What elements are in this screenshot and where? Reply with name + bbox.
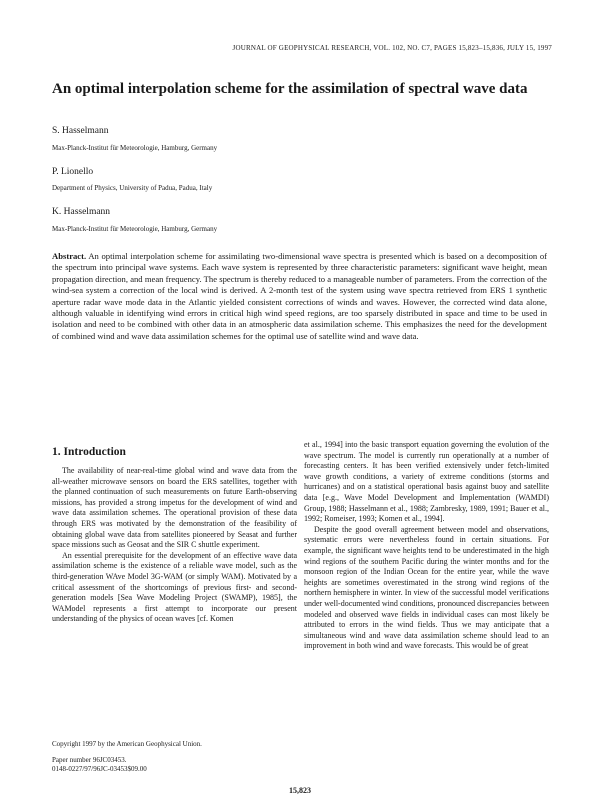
paper-title: An optimal interpolation scheme for the assimilation of spectral wave data xyxy=(52,81,528,97)
author-affiliation: Max-Planck-Institut für Meteorologie, Hamburg, Germany xyxy=(52,144,218,152)
left-column xyxy=(52,445,297,625)
body-paragraph: Despite the good overall agreement between model and observations, systematic errors were nevertheless found in certain situations. For example, the significant wave heights tend to be underestimated in the high wind regions of the southern Pacific during the winter months and for the monsoon region of the Indian Ocean for the entire year, while the wave heights are sometimes overestimated in the strong wind regions of the northern hemisphere in winter. In view of the successful model verifications under well-documented wind conditions, pronounced discrepancies between modeled and observed wave fields in individual cases can most likely be attributed to errors in the wind fields. Thus we may anticipate that a simultaneous wind and wave data assimilation scheme should lead to an improvement in both wind and wave forecasts. This would be of great xyxy=(304,524,549,651)
paper-number: Paper number 96JC03453. xyxy=(52,756,127,764)
abstract-text: An optimal interpolation scheme for assimilating two-dimensional wave spectra is presented which is based on a decomposition of the spectrum into principal wave systems. Each wave system is represented by three characteristic parameters: significant wave height, mean propagation direction, and mean frequency. The spectrum is thereby reduced to a manageable number of parameters. From the correction of the wind-sea system a correction of the local wind is derived. A 2-month test of the system using wave spectra retrieved from ERS 1 synthetic aperture radar wave mode data in the Atlantic yielded consistent corrections of winds and waves. However, the corrected wind data alone, although valuable in identifying wind errors in critical high wind speed regions, are too sparsely distributed in space and time to be used in isolation and need to be combined with other data in an atmospheric data assimilation scheme. This emphasizes the need for the development of combined wind and wave data assimilation schemes for the optimal use of satellite wind and wave data. xyxy=(52,251,547,341)
body-paragraph: An essential prerequisite for the development of an effective wave data assimilation scheme is the existence of a reliable wave model, such as the third-generation WAve Model 3G-WAM (or simply WAM). Motivated by a critical assessment of the shortcomings of previous first- and second-generation models [Sea Wave Modeling Project (SWAMP), 1985], the WAModel represents a first attempt to incorporate our present understanding of the physics of ocean waves [cf. Komen xyxy=(52,550,297,624)
section-heading: 1. Introduction xyxy=(52,446,126,458)
body-paragraph: et al., 1994] into the basic transport equation governing the evolution of the wave spectrum. The model is currently run operationally at a number of forecasting centers. It has been verified extensively under fetch-limited wave growth conditions, a variety of extreme conditions (storms and hurricanes) and on a statistical operational basis against buoy and satellite data [e.g., Wave Model Development and Implementation (WAMDI) Group, 1988; Hasselmann et al., 1988; Zambresky, 1989, 1991; Bauer et al., 1992; Romeiser, 1993; Komen et al., 1994]. xyxy=(304,440,549,524)
abstract-label: Abstract. xyxy=(52,251,87,261)
page-number: 15,823 xyxy=(289,786,311,795)
abstract xyxy=(52,251,547,342)
author-name: P. Lionello xyxy=(52,167,94,177)
author-affiliation: Max-Planck-Institut für Meteorologie, Hamburg, Germany xyxy=(52,225,218,233)
author-affiliation: Department of Physics, University of Padua, Padua, Italy xyxy=(52,184,213,192)
body-paragraph: The availability of near-real-time global wind and wave data from the all-weather microwave sensors on board the ERS satellites, together with the planned continuation of such measurements on future Earth-observing missions, has provided a strong impetus for the development of wind and wave data assimilation schemes. The operational provision of these data through ERS was motivated by the demonstration of the feasibility of obtaining global wave data from satellites pioneered by Seasat and further space missions such as Geosat and the SIR C shuttle experiment. xyxy=(52,466,297,550)
journal-header: JOURNAL OF GEOPHYSICAL RESEARCH, VOL. 102, NO. C7, PAGES 15,823–15,836, JULY 15, 1997 xyxy=(232,44,552,52)
author-name: S. Hasselmann xyxy=(52,126,109,136)
right-column xyxy=(304,440,549,652)
copyright-notice: Copyright 1997 by the American Geophysical Union. xyxy=(52,740,202,748)
issn-code: 0148-0227/97/96JC-03453$09.00 xyxy=(52,765,147,773)
author-name: K. Hasselmann xyxy=(52,207,111,217)
